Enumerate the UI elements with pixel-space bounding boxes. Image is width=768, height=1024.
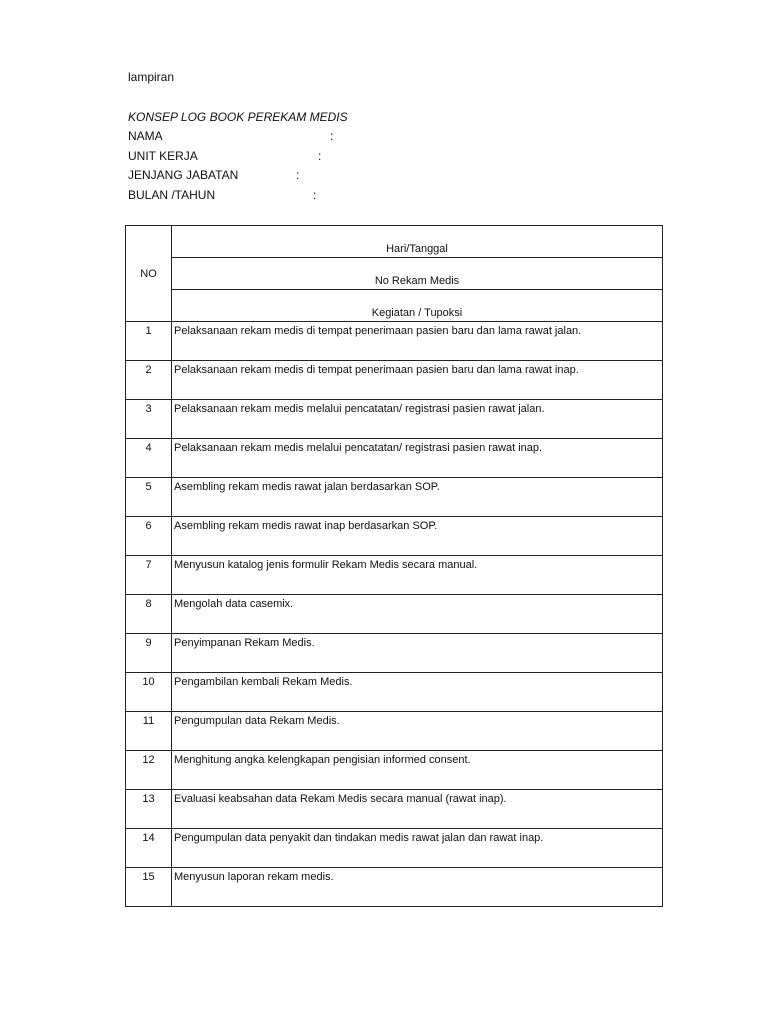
table-row [126, 829, 663, 868]
row-activity: Asembling rekam medis rawat inap berdasarkan SOP. [172, 517, 663, 556]
table-row [126, 751, 663, 790]
field-label: NAMA [128, 129, 163, 143]
row-number: 12 [126, 751, 172, 790]
field-label: BULAN /TAHUN [128, 188, 216, 202]
table-row [126, 790, 663, 829]
table-row [126, 673, 663, 712]
field-colon: : [330, 129, 334, 143]
table-row [126, 712, 663, 751]
row-number: 11 [126, 712, 172, 751]
table-row [126, 400, 663, 439]
row-number: 5 [126, 478, 172, 517]
row-number: 3 [126, 400, 172, 439]
field-nama [128, 129, 334, 143]
table-row [126, 868, 663, 907]
field-colon: : [318, 149, 322, 163]
row-number: 8 [126, 595, 172, 634]
field-bulan-tahun [128, 188, 317, 202]
row-activity: Penyimpanan Rekam Medis. [172, 634, 663, 673]
header-no-rekam-medis: No Rekam Medis [172, 258, 663, 290]
row-number: 15 [126, 868, 172, 907]
no-header: NO [126, 226, 172, 322]
field-unit-kerja [128, 149, 322, 163]
header-row [126, 258, 663, 290]
table-row [126, 322, 663, 361]
row-activity: Menyusun laporan rekam medis. [172, 868, 663, 907]
row-activity: Pengumpulan data Rekam Medis. [172, 712, 663, 751]
header-kegiatan-tupoksi: Kegiatan / Tupoksi [172, 290, 663, 322]
table-row [126, 634, 663, 673]
row-activity: Menyusun katalog jenis formulir Rekam Medis secara manual. [172, 556, 663, 595]
row-number: 6 [126, 517, 172, 556]
row-number: 13 [126, 790, 172, 829]
field-colon: : [296, 168, 300, 182]
row-number: 1 [126, 322, 172, 361]
field-jenjang-jabatan [128, 168, 300, 182]
row-number: 7 [126, 556, 172, 595]
logbook-table [125, 225, 663, 907]
row-activity: Mengolah data casemix. [172, 595, 663, 634]
row-activity: Pengambilan kembali Rekam Medis. [172, 673, 663, 712]
row-activity: Pelaksanaan rekam medis melalui pencatatan/ registrasi pasien rawat inap. [172, 439, 663, 478]
table-row [126, 556, 663, 595]
row-number: 2 [126, 361, 172, 400]
table-row [126, 439, 663, 478]
row-activity: Evaluasi keabsahan data Rekam Medis secara manual (rawat inap). [172, 790, 663, 829]
field-label: UNIT KERJA [128, 149, 198, 163]
field-label: JENJANG JABATAN [128, 168, 239, 182]
document-title: KONSEP LOG BOOK PEREKAM MEDIS [128, 110, 348, 124]
field-colon: : [313, 188, 317, 202]
table-row [126, 517, 663, 556]
table-row [126, 478, 663, 517]
attachment-label: lampiran [128, 70, 175, 84]
table-row [126, 361, 663, 400]
row-activity: Pelaksanaan rekam medis di tempat penerimaan pasien baru dan lama rawat inap. [172, 361, 663, 400]
header-row [126, 290, 663, 322]
row-activity: Pelaksanaan rekam medis melalui pencatatan/ registrasi pasien rawat jalan. [172, 400, 663, 439]
header-hari-tanggal: Hari/Tanggal [172, 226, 663, 258]
row-number: 9 [126, 634, 172, 673]
row-number: 14 [126, 829, 172, 868]
row-activity: Asembling rekam medis rawat jalan berdasarkan SOP. [172, 478, 663, 517]
row-number: 10 [126, 673, 172, 712]
row-activity: Menghitung angka kelengkapan pengisian informed consent. [172, 751, 663, 790]
row-activity: Pengumpulan data penyakit dan tindakan medis rawat jalan dan rawat inap. [172, 829, 663, 868]
row-activity: Pelaksanaan rekam medis di tempat penerimaan pasien baru dan lama rawat jalan. [172, 322, 663, 361]
table-row [126, 595, 663, 634]
header-row [126, 226, 663, 258]
row-number: 4 [126, 439, 172, 478]
